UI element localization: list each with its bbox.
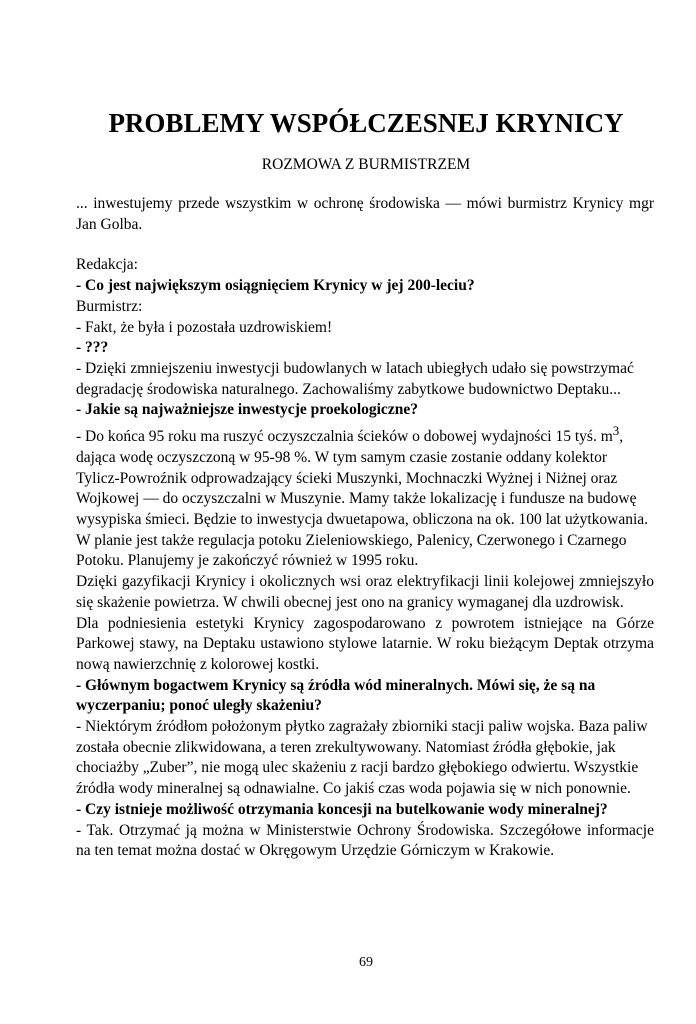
question-5: - Czy istnieje możliwość otrzymania koncesji na butelkowanie wody mineralnej?: [76, 800, 608, 818]
question-1: - Co jest największym osiągnięciem Krynicy w jej 200-leciu?: [76, 277, 475, 295]
article-body: [76, 194, 654, 862]
answer-2: - Dzięki zmniejszeniu inwestycji budowlanych w latach ubiegłych udało się powstrzymać degradację środowiska naturalnego. Zachowaliśmy zabytkowe budownictwo Deptaku...: [76, 359, 634, 398]
answer-1: - Fakt, że była i pozostała uzdrowiskiem!: [76, 318, 333, 336]
answer-3-paragraph-2: Dzięki gazyfikacji Krynicy i okolicznych wsi oraz elektryfikacji linii kolejowej zmniejszyło się skażenie powietrza. W chwili obecnej jest ono na granicy wymaganej dla uzdrowisk.: [76, 573, 654, 611]
question-3: - Jakie są najważniejsze inwestycje proekologiczne?: [76, 401, 418, 419]
page-number: 69: [359, 955, 373, 970]
answer-3-part-2: , dająca wodę oczyszczoną w 95-98 %. W tym samym czasie zostanie oddany kolektor Tylicz-Powroźnik odprowadzający ścieki Muszynki, Mochnaczki Wyżnej i Niżnej oraz Wojkowej — do oczyszczalni w Muszynie. Mamy także lokalizację i fundusze na budowę wysypiska śmieci. Będzie to inwestycja dwuetapowa, obliczona na ok. 100 lat użytkowania. W planie jest także regulacja potoku Zieleniowskiego, Palenicy, Czerwonego i Czarnego Potoku. Planujemy je zakończyć również w 1995 roku.: [76, 428, 649, 570]
question-2: - ???: [76, 339, 109, 357]
page-title: PROBLEMY WSPÓŁCZESNEJ KRYNICY: [108, 108, 624, 138]
question-4: - Głównym bogactwem Krynicy są źródła wód mineralnych. Mówi się, że są na wyczerpaniu; ponoć uległy skażeniu?: [76, 676, 596, 715]
answer-3-paragraph-3: Dla podniesienia estetyki Krynicy zagospodarowano z powrotem istniejące na Górze Parkowej stawy, na Deptaku ustawiono stylowe latarnie. W roku bieżącym Deptak otrzyma nową nawierzchnię z kolorowej kostki.: [76, 614, 654, 673]
answer-3-part-1: - Do końca 95 roku ma ruszyć oczyszczalnia ścieków o dobowej wydajności 15 tyś. m: [76, 428, 613, 446]
page-subtitle: ROZMOWA Z BURMISTRZEM: [261, 156, 471, 173]
intro-paragraph: ... inwestujemy przede wszystkim w ochronę środowiska — mówi burmistrz Krynicy mgr Jan Golba.: [76, 195, 654, 233]
answer-4: - Niektórym źródłom położonym płytko zagrażały zbiorniki stacji paliw wojska. Baza paliw została obecnie zlikwidowana, a teren zrekultywowany. Natomiast źródła głębokie, jak chociażby „Zuber”, nie mogą ulec skażeniu z racji bardzo głębokiego odwiertu. Wszystkie źródła wody mineralnej są odnawialne. Co jakiś czas woda pojawia się w nich ponownie.: [76, 718, 648, 798]
answer-3: [76, 421, 654, 572]
mayor-label: Burmistrz:: [76, 297, 143, 315]
answer-5: - Tak. Otrzymać ją można w Ministerstwie Ochrony Środowiska. Szczegółowe informacje na ten temat można dostać w Okręgowym Urzędzie Górniczym w Krakowie.: [76, 821, 654, 860]
superscript: 3: [612, 423, 620, 439]
editor-label: Redakcja:: [76, 256, 138, 274]
